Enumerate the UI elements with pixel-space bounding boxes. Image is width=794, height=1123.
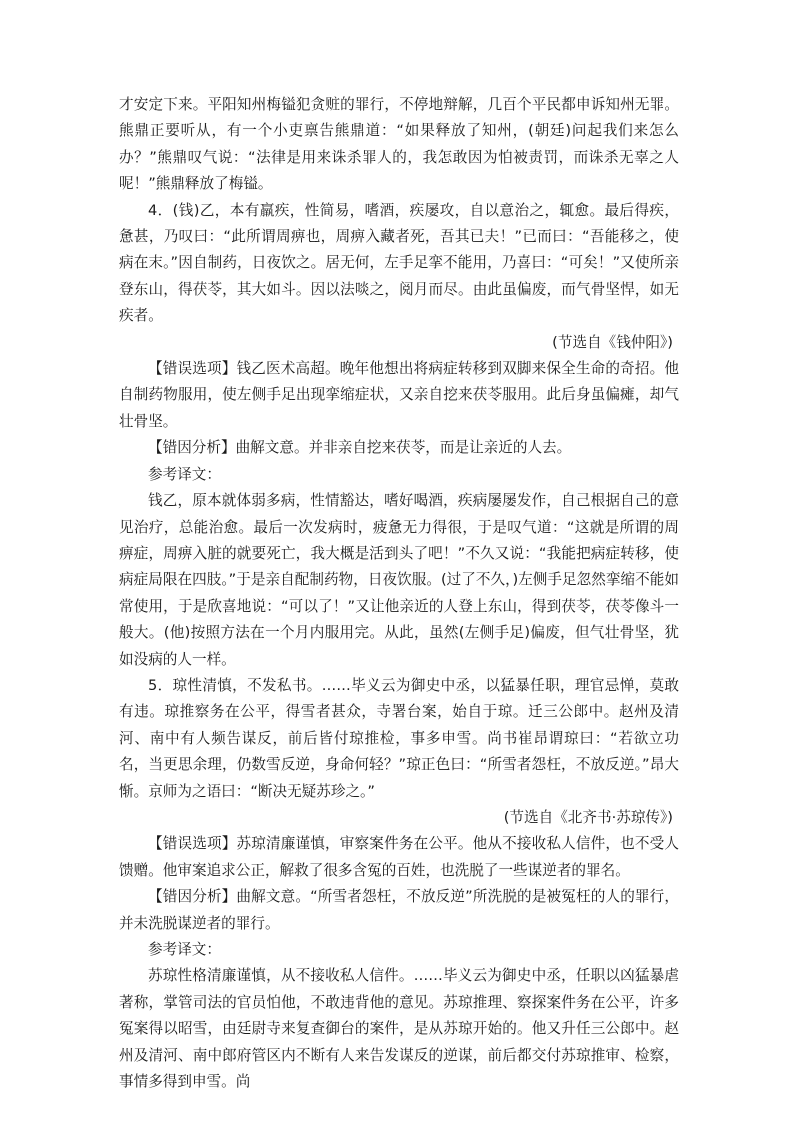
question-4-error-analysis: 【错因分析】曲解文意。并非亲自挖来茯苓，而是让亲近的人去。 — [148, 439, 572, 457]
paragraph-previous-translation-end: 才安定下来。平阳知州梅镒犯贪赃的罪行，不停地辩解，几百个平民都申诉知州无罪。熊鼎正要听从，有一个小吏禀告熊鼎道：“如果释放了知州，(朝廷)问起我们来怎么办？”熊鼎叹气说：“法律是用来诛杀罪人的，我怎敢因为怕被责罚，而诛杀无辜之人呢！”熊鼎释放了梅镒。 — [119, 96, 679, 193]
question-4-error-option: 【错误选项】钱乙医术高超。晚年他想出将病症转移到双脚来保全生命的奇招。他自制药物服用，使左侧手足出现挛缩症状，又亲自挖来茯苓服用。此后身虽偏瘫，却气壮骨坚。 — [119, 360, 679, 430]
question-4-translation: 钱乙，原本就体弱多病，性情豁达，嗜好喝酒，疾病屡屡发作，自己根据自己的意见治疗，总能治愈。最后一次发病时，疲惫无力得很，于是叹气道：“这就是所谓的周痹症，周痹入脏的就要死亡，我大概是活到头了吧！”不久又说：“我能把病症转移，使病症局限在四肢。”于是亲自配制药物，日夜饮服。(过了不久，)左侧手足忽然挛缩不能如常使用，于是欣喜地说：“可以了！”又让他亲近的人登上东山，得到茯苓，茯苓像斗一般大。(他)按照方法在一个月内服用完。从此，虽然(左侧手足)偏废，但气壮骨坚，犹如没病的人一样。 — [119, 492, 679, 668]
question-5-reference-label: 参考译文： — [148, 941, 221, 958]
question-4-source: (节选自《钱仲阳》) — [552, 333, 673, 351]
question-4-passage: 4．(钱)乙，本有羸疾，性简易，嗜酒，疾屡攻，自以意治之，辄愈。最后得疾，惫甚，乃叹曰：“此所谓周痹也，周痹入藏者死，吾其已夫！”已而曰：“吾能移之，使病在末。”因自制药，日夜饮之。居无何，左手足挛不能用，乃喜曰：“可矣！”又使所亲登东山，得茯苓，其大如斗。因以法啖之，阅月而尽。由此虽偏废，而气骨坚悍，如无疾者。 — [119, 201, 679, 325]
question-5-passage: 5．琼性清慎，不发私书。……毕义云为御史中丞，以猛暴任职，理官忌惮，莫敢有违。琼推察务在公平，得雪者甚众，寺署台案，始自于琼。迁三公郎中。赵州及清河、南中有人频告谋反，前后皆付琼推检，事多申雪。尚书崔昂谓琼曰：“若欲立功名，当更思余理，仍数雪反逆，身命何轻？”琼正色曰：“所雪者怨枉，不放反逆。”昂大惭。京师为之语曰：“断决无疑苏珍之。” — [119, 676, 679, 800]
question-5-error-option: 【错误选项】苏琼清廉谨慎，审察案件务在公平。他从不接收私人信件，也不受人馈赠。他审案追求公正，解救了很多含冤的百姓，也洗脱了一些谋逆者的罪名。 — [119, 835, 679, 879]
question-4-reference-label: 参考译文： — [148, 465, 221, 483]
question-5-source: (节选自《北齐书·苏琼传》) — [503, 808, 673, 826]
question-5-translation: 苏琼性格清廉谨慎，从不接收私人信件。……毕义云为御史中丞，任职以凶猛暴虐著称，掌管司法的官员怕他，不敢违背他的意见。苏琼推理、察探案件务在公平，许多冤案得以昭雪，由廷尉寺来复查御台的案件，是从苏琼开始的。他又升任三公郎中。赵州及清河、南中郎府管区内不断有人来告发谋反的逆谋，前后都交付苏琼推审、检察，事情多得到申雪。尚 — [119, 967, 679, 1091]
question-5-error-analysis: 【错因分析】曲解文意。“所雪者怨枉，不放反逆”所洗脱的是被冤枉的人的罪行，并未洗脱谋逆者的罪行。 — [119, 888, 679, 932]
document-body — [119, 92, 679, 1095]
